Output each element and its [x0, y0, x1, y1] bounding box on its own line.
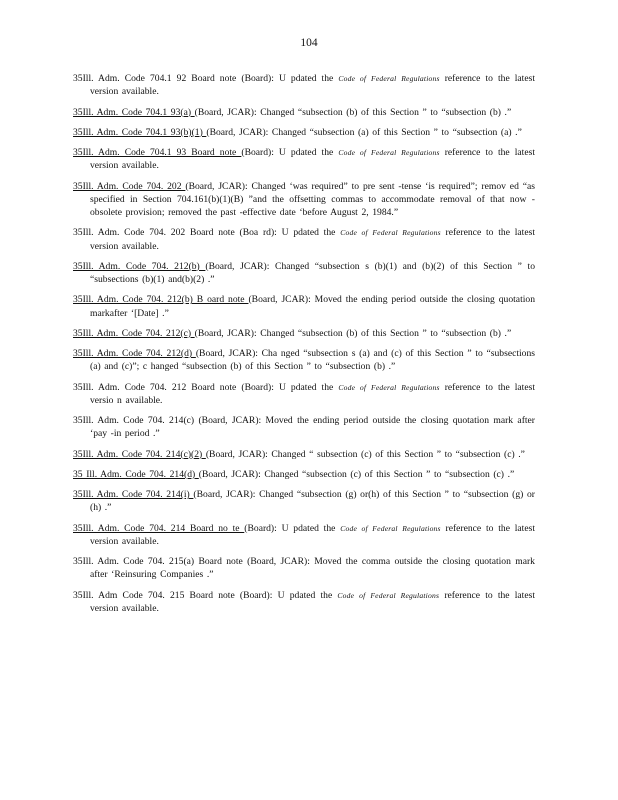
amendment-entry: [73, 414, 535, 440]
amendment-text: (Board, JCAR): Changed “subsection (c) of this Section ” to “subsection (c) .”: [198, 468, 515, 480]
section-reference: 35Ill. Adm Code 704. 215 Board note: [73, 589, 235, 601]
amendment-text: (Board): U pdated the: [236, 381, 339, 393]
amendment-entry: [73, 327, 535, 340]
section-reference: 35Ill. Adm. Code 704. 212(b): [73, 260, 206, 272]
amendment-text: (Board, JCAR): Changed “ subsection (c) of this Section ” to “subsection (c) .”: [205, 448, 525, 460]
amendment-text: (Board, JCAR): Changed “subsection (b) of this Section ” to “subsection (b) .”: [194, 106, 512, 118]
section-reference: 35Ill. Adm. Code 704.1 93 Board note: [73, 147, 242, 159]
amendment-entry: [73, 468, 535, 481]
amendment-text: (Board, JCAR): Moved the ending period outside the closing quotation markafter ‘[Date] .”: [90, 294, 535, 319]
section-reference: 35Ill. Adm. Code 704. 212(b) B oard note: [73, 294, 249, 306]
amendment-text-end: reference to the latest versio n available.: [90, 381, 536, 406]
section-reference: 35Ill. Adm. Code 704. 214(c): [73, 415, 195, 427]
amendment-text: (Board): U pdated the: [241, 147, 339, 159]
amendment-text: (Board, JCAR): Changed “subsection (g) or(h) of this Section ” to “subsection (g) or (h) .”: [90, 489, 536, 514]
amendment-entry: [73, 72, 535, 98]
cfr-title: Code of Federal Regulations: [338, 382, 440, 392]
amendment-text: (Board, JCAR): Cha nged “subsection s (a) and (c) of this Section ” to “subsections (a) and (c)”; c hanged “subsection (b) of this Section ” to “subsection (b) .”: [90, 348, 535, 373]
section-reference: 35Ill. Adm. Code 704. 215(a) Board note: [73, 556, 243, 568]
amendment-text: (Board, JCAR): Moved the ending period outside the closing quotation mark after ‘pay -in period .”: [90, 415, 536, 440]
amendment-entry: [73, 106, 535, 119]
amendment-entry: [73, 293, 535, 319]
section-reference: 35Ill. Adm. Code 704.1 92 Board note: [73, 73, 237, 84]
page-number: 104: [300, 37, 318, 49]
amendment-entry: [73, 381, 535, 407]
amendment-list: [73, 72, 535, 622]
amendment-text: (Board): U pdated the: [234, 589, 338, 601]
amendment-entry: [73, 448, 535, 461]
amendment-text: (Board, JCAR): Changed “subsection (b) of this Section ” to “subsection (b) .”: [194, 327, 512, 339]
section-reference: 35Ill. Adm. Code 704. 202 Board note: [73, 227, 235, 239]
amendment-text-end: reference to the latest version available.: [90, 73, 536, 98]
amendment-text: (Board, JCAR): Changed “subsection (a) of this Section ” to “subsection (a) .”: [206, 126, 522, 138]
cfr-title: Code of Federal Regulations: [337, 590, 440, 600]
amendment-entry: [73, 126, 535, 139]
amendment-text: (Boa rd): U pdated the: [234, 227, 341, 239]
amendment-entry: [73, 555, 535, 581]
amendment-entry: [73, 260, 535, 286]
amendment-text: (Board, JCAR): Moved the comma outside the closing quotation mark after ‘Reinsuring Companies .”: [90, 556, 535, 581]
amendment-entry: [73, 522, 535, 548]
amendment-text: (Board, JCAR): Changed ‘was required” to pre sent -tense ‘is required”; remov ed “as specified in Section 704.161(b)(1)(B) ”and the offsetting commas to accommodate removal of that now -obsolete provision; removed the past -effective date ‘before August 2, 1984.”: [90, 180, 535, 218]
amendment-text: (Board, JCAR): Changed “subsection s (b)(1) and (b)(2) of this Section ” to “subsections (b)(1) and(b)(2) .”: [90, 260, 535, 285]
amendment-text: (Board): U pdated the: [244, 522, 341, 534]
amendment-entry: [73, 589, 535, 615]
section-reference: 35Ill. Adm. Code 704. 214(c)(2): [73, 448, 206, 460]
amendment-text-end: reference to the latest version available.: [90, 227, 536, 252]
amendment-entry: [73, 146, 535, 172]
amendment-text-end: reference to the latest version available.: [90, 522, 535, 547]
amendment-text-end: reference to the latest version available.: [90, 589, 536, 614]
section-reference: 35Ill. Adm. Code 704. 212(c): [73, 327, 195, 339]
cfr-title: Code of Federal Regulations: [340, 228, 441, 238]
section-reference: 35Ill. Adm. Code 704.1 93(a): [73, 106, 195, 118]
amendment-entry: [73, 488, 535, 514]
section-reference: 35Ill. Adm. Code 704. 214 Board no te: [73, 522, 245, 534]
amendment-entry: [73, 226, 535, 252]
amendment-entry: [73, 180, 535, 220]
section-reference: 35Ill. Adm. Code 704. 212(d): [73, 348, 196, 360]
section-reference: 35Ill. Adm. Code 704. 212 Board note: [73, 381, 237, 393]
section-reference: 35Ill. Adm. Code 704. 202: [73, 180, 186, 192]
cfr-title: Code of Federal Regulations: [338, 148, 440, 158]
section-reference: 35Ill. Adm. Code 704. 214(i): [73, 489, 194, 501]
section-reference: 35 Ill. Adm. Code 704. 214(d): [73, 468, 199, 480]
amendment-text-end: reference to the latest version available.: [90, 147, 535, 172]
amendment-text: (Board): U pdated the: [236, 73, 339, 84]
amendment-entry: [73, 347, 535, 373]
cfr-title: Code of Federal Regulations: [340, 523, 441, 533]
section-reference: 35Ill. Adm. Code 704.1 93(b)(1): [73, 126, 207, 138]
cfr-title: Code of Federal Regulations: [338, 74, 440, 83]
